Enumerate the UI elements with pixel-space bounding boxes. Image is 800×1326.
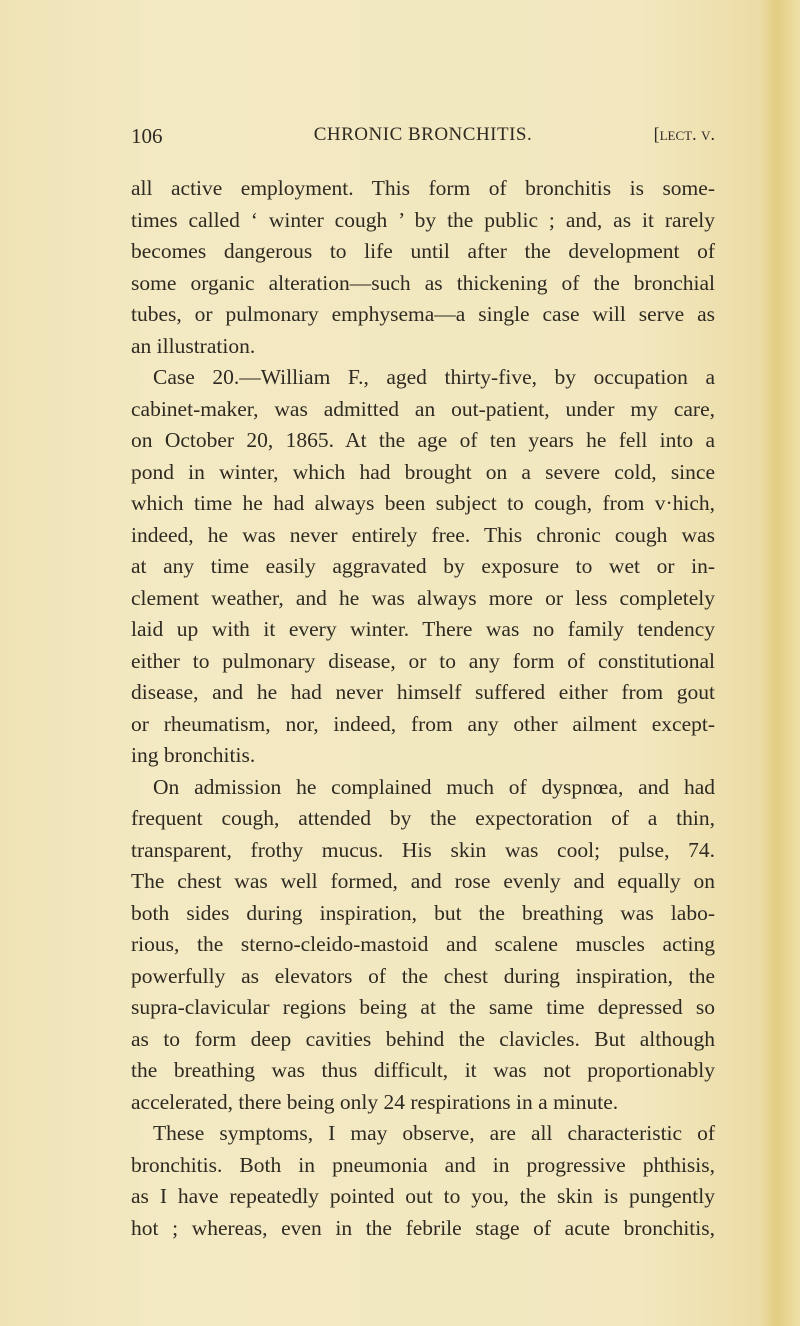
text-line: pond in winter, which had brought on a severe cold, since [131,459,715,484]
text-line: frequent cough, attended by the expectoration of a thin, [131,806,715,830]
text-line: times called ‘ winter cough ’ by the public ; and, as it rarely [131,207,715,232]
text-line: some organic alteration—such as thickening of the bronchial [131,270,715,295]
text-line: bronchitis. Both in pneumonia and in progressive phthisis, [131,1152,715,1177]
page-number: 106 [131,124,163,148]
text-line: the breathing was thus difficult, it was not proportionably [131,1058,715,1082]
text-line: becomes dangerous to life until after the development of [131,239,715,263]
text-line: transparent, frothy mucus. His skin was cool; pulse, 74. [131,837,715,862]
text-line: cabinet-maker, was admitted an out-patient, under my care, [131,396,715,421]
text-line: disease, and he had never himself suffered either from gout [131,680,715,704]
text-line: an illustration. [131,333,256,358]
text-line: indeed, he was never entirely free. This chronic cough was [131,522,715,547]
running-header [131,124,715,154]
text-line: powerfully as elevators of the chest during inspiration, the [131,963,715,988]
text-line: clement weather, and he was always more or less completely [131,585,715,610]
text-line: as to form deep cavities behind the clavicles. But although [131,1026,715,1051]
text-line: The chest was well formed, and rose evenly and equally on [131,869,715,893]
text-line: These symptoms, I may observe, are all characteristic of [153,1121,715,1145]
text-line: ing bronchitis. [131,743,256,767]
page-body-text [131,173,715,1244]
text-line: supra-clavicular regions being at the same time depressed so [131,995,715,1019]
text-line: laid up with it every winter. There was no family tendency [131,617,715,641]
text-line: On admission he complained much of dyspnœa, and had [153,774,715,799]
text-line: hot ; whereas, even in the febrile stage of acute bronchitis, [131,1215,715,1240]
text-line: at any time easily aggravated by exposure to wet or in- [131,554,715,578]
text-line: as I have repeatedly pointed out to you, the skin is pungently [131,1184,715,1208]
text-line: all active employment. This form of bronchitis is some- [131,176,715,200]
text-line: rious, the sterno-cleido-mastoid and scalene muscles acting [131,932,715,956]
section-label: [lect. v. [653,124,715,144]
text-line: which time he had always been subject to cough, from v·hich, [131,491,715,515]
running-title: CHRONIC BRONCHITIS. [313,124,533,145]
text-line: tubes, or pulmonary emphysema—a single case will serve as [131,302,715,326]
text-line: on October 20, 1865. At the age of ten years he fell into a [131,428,715,452]
text-line: both sides during inspiration, but the breathing was labo- [131,900,715,925]
text-line: accelerated, there being only 24 respirations in a minute. [131,1089,619,1114]
text-line: either to pulmonary disease, or to any form of constitutional [131,648,715,673]
text-line: Case 20.—William F., aged thirty-five, by occupation a [153,365,715,389]
text-line: or rheumatism, nor, indeed, from any other ailment except- [131,711,715,736]
